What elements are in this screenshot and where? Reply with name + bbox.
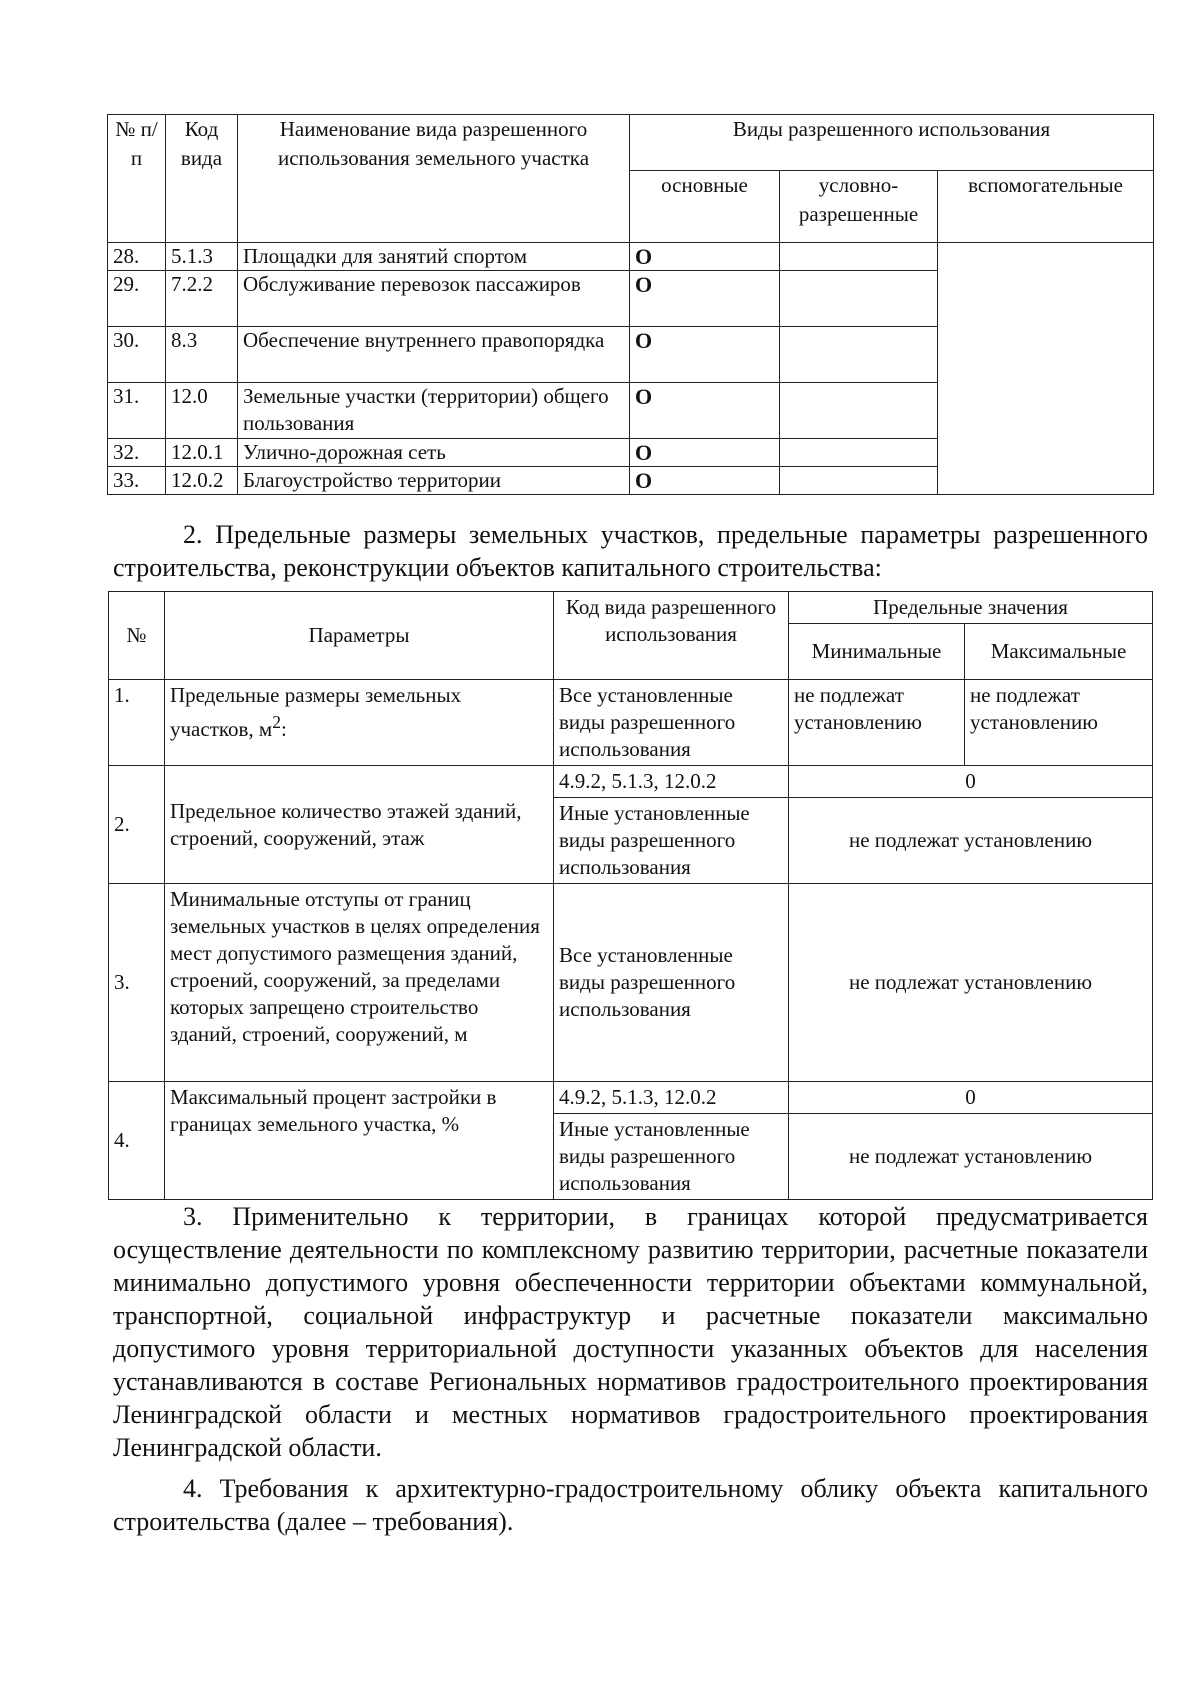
paragraph-2: 2. Предельные размеры земельных участков, предельные параметры разрешенного строительства, реконструкции объектов капитального строительства: [113,520,1148,582]
table-row [109,766,1153,798]
row-name: Площадки для занятий спортом [238,243,630,271]
row-num: 3. [109,884,165,1082]
row-code: 12.0.1 [166,439,238,467]
row-code: Иные установленные виды разрешенного использования [554,1114,789,1200]
row-num: 30. [108,327,166,383]
paragraph-4: 4. Требования к архитектурно-градостроительному облику объекта капитального строительства (далее – требования). [113,1474,1148,1536]
row-param: Максимальный процент застройки в границах земельного участка, % [165,1082,554,1200]
row-param: Предельное количество этажей зданий, строений, сооружений, этаж [165,766,554,884]
row-code: Иные установленные виды разрешенного использования [554,798,789,884]
header-num: № [109,592,165,680]
header-use-types: Виды разрешенного использования [630,115,1154,171]
row-param [165,680,554,766]
row-param-text: Предельные размеры земельных участков, м [170,683,462,741]
row-code: Все установленные виды разрешенного использования [554,884,789,1082]
paragraph-3: 3. Применительно к территории, в границах которой предусматривается осуществление деятельности по комплексному развитию территории, расчетные показатели минимально допустимого уровня обеспеченности территории объектами коммунальной, транспортной, социальной инфраструктур и расчетные показатели максимально допустимого уровня территориальной доступности указанных объектов для населения устанавливаются в составе Региональных нормативов градостроительного проектирования Ленинградской области и местных нормативов градостроительного проектирования Ленинградской области. [113,1202,1148,1462]
auxiliary-column-cell [938,243,1154,495]
row-name: Обслуживание перевозок пассажиров [238,271,630,327]
table-row [108,243,1154,271]
row-num: 4. [109,1082,165,1200]
row-max: не подлежат установлению [965,680,1153,766]
header-max: Максимальные [965,624,1153,680]
header-conditional: условно-разрешенные [780,171,938,243]
row-main-mark: О [630,271,780,327]
row-conditional [780,383,938,439]
table-row [109,1082,1153,1114]
row-num: 31. [108,383,166,439]
row-code: 7.2.2 [166,271,238,327]
header-min: Минимальные [789,624,965,680]
row-main-mark: О [630,439,780,467]
row-num: 32. [108,439,166,467]
row-param: Минимальные отступы от границ земельных участков в целях определения мест допустимого размещения зданий, строений, сооружений, за пределами которых запрещено строительство зданий, строений, сооружений, м [165,884,554,1082]
row-num: 33. [108,467,166,495]
row-code: 5.1.3 [166,243,238,271]
header-name: Наименование вида разрешенного использования земельного участка [238,115,630,243]
limit-parameters-table [108,591,1153,1200]
superscript: 2 [272,712,281,732]
row-name: Улично-дорожная сеть [238,439,630,467]
row-value: 0 [789,766,1153,798]
row-main-mark: О [630,467,780,495]
row-value: не подлежат установлению [789,1114,1153,1200]
header-main: основные [630,171,780,243]
row-conditional [780,439,938,467]
row-main-mark: О [630,327,780,383]
header-code: Код вида [166,115,238,243]
table-row [109,884,1153,1082]
row-num: 1. [109,680,165,766]
table-row [109,680,1153,766]
header-limits: Предельные значения [789,592,1153,624]
row-name: Обеспечение внутреннего правопорядка [238,327,630,383]
header-num: № п/п [108,115,166,243]
row-main-mark: О [630,243,780,271]
row-code: 12.0.2 [166,467,238,495]
row-value: не подлежат установлению [789,884,1153,1082]
row-min: не подлежат установлению [789,680,965,766]
row-value: 0 [789,1082,1153,1114]
header-code: Код вида разрешенного использования [554,592,789,680]
row-param-tail: : [280,717,287,741]
row-code: Все установленные виды разрешенного использования [554,680,789,766]
row-num: 29. [108,271,166,327]
row-num: 28. [108,243,166,271]
row-conditional [780,271,938,327]
row-code: 8.3 [166,327,238,383]
row-code: 4.9.2, 5.1.3, 12.0.2 [554,1082,789,1114]
row-conditional [780,467,938,495]
row-code: 4.9.2, 5.1.3, 12.0.2 [554,766,789,798]
row-conditional [780,243,938,271]
row-value: не подлежат установлению [789,798,1153,884]
permitted-use-table [107,114,1154,495]
row-main-mark: О [630,383,780,439]
row-name: Благоустройство территории [238,467,630,495]
header-params: Параметры [165,592,554,680]
header-auxiliary: вспомогательные [938,171,1154,243]
row-name: Земельные участки (территории) общего пользования [238,383,630,439]
row-conditional [780,327,938,383]
row-num: 2. [109,766,165,884]
row-code: 12.0 [166,383,238,439]
